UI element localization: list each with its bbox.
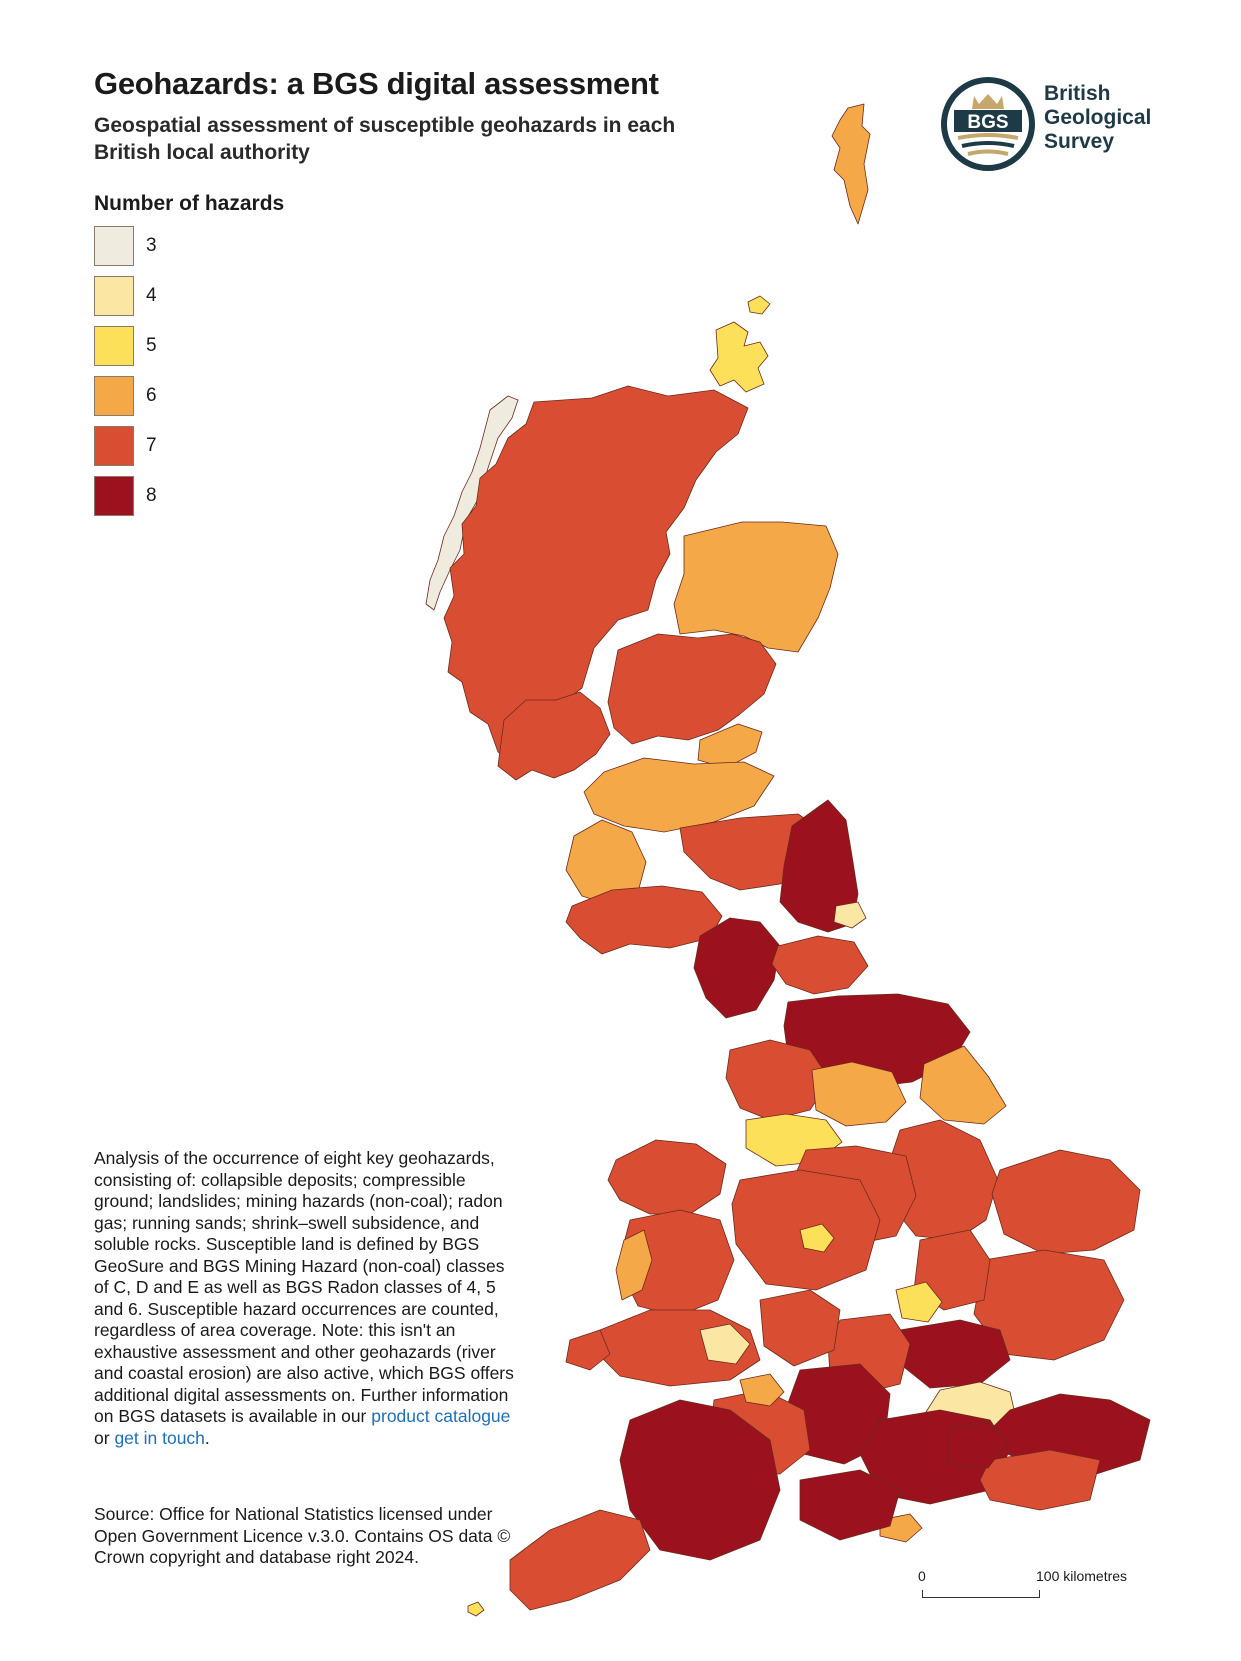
scale-zero-label: 0 xyxy=(918,1568,926,1584)
legend-title: Number of hazards xyxy=(94,192,285,215)
logo-line-2: Geological xyxy=(1044,106,1152,129)
region-orkney xyxy=(710,322,768,392)
region-sussex xyxy=(980,1450,1100,1510)
logo-line-1: British xyxy=(1044,82,1111,105)
region-west-yorkshire xyxy=(812,1062,906,1126)
region-cumbria xyxy=(694,918,780,1018)
region-durham xyxy=(772,936,868,994)
legend-label: 5 xyxy=(146,335,157,356)
svg-text:BGS: BGS xyxy=(967,112,1009,133)
region-perth-kinross xyxy=(608,634,776,744)
region-shetland xyxy=(832,104,870,224)
region-north-wales xyxy=(608,1140,726,1214)
source-note: Source: Office for National Statistics licensed under Open Government Licence v.3.0. Contains OS data © Crown copyright and database right 2024. xyxy=(94,1504,511,1567)
region-norfolk xyxy=(992,1150,1140,1254)
region-scilly xyxy=(468,1602,484,1616)
description-connector: or xyxy=(94,1427,110,1448)
scale-line xyxy=(922,1590,1040,1598)
scale-distance-label: 100 kilometres xyxy=(1036,1568,1128,1584)
region-cornwall xyxy=(510,1510,650,1610)
legend-label: 7 xyxy=(146,435,157,456)
region-hertfordshire xyxy=(900,1320,1010,1388)
scale-bar xyxy=(918,1568,1158,1608)
legend-label: 8 xyxy=(146,485,157,506)
description-text: Analysis of the occurrence of eight key geohazards, consisting of: collapsible deposits; compressible ground; landslides; mining hazards (non-coal); radon gas; running sands; shrink–swell subsidence, and soluble rocks. Susceptible land is defined by BGS GeoSure and BGS Mining Hazard (non-coal) classes of C, D and E as well as BGS Radon classes of 4, 5 and 6. Susceptible hazard occurrences are counted, regardless of area coverage. Note: this isn't an exhaustive assessment and other geohazards (river and coastal erosion) are also active, which BGS offers additional digital assessments on. Further information on BGS datasets is available in our xyxy=(94,1148,514,1426)
legend-label: 4 xyxy=(146,285,157,306)
map-subtitle: Geospatial assessment of susceptible geohazards in each British local authority xyxy=(94,114,676,164)
region-orkney-north xyxy=(748,296,770,314)
legend-label: 6 xyxy=(146,385,157,406)
description-end: . xyxy=(204,1427,210,1448)
description xyxy=(94,1148,514,1449)
logo-line-3: Survey xyxy=(1044,130,1115,153)
region-gloucestershire xyxy=(760,1290,840,1366)
region-aberdeenshire xyxy=(674,522,838,652)
map-title: Geohazards: a BGS digital assessment xyxy=(94,66,659,101)
product-catalogue-link[interactable]: product catalogue xyxy=(371,1406,511,1426)
legend-label: 3 xyxy=(146,235,157,256)
get-in-touch-link[interactable]: get in touch xyxy=(114,1427,205,1448)
